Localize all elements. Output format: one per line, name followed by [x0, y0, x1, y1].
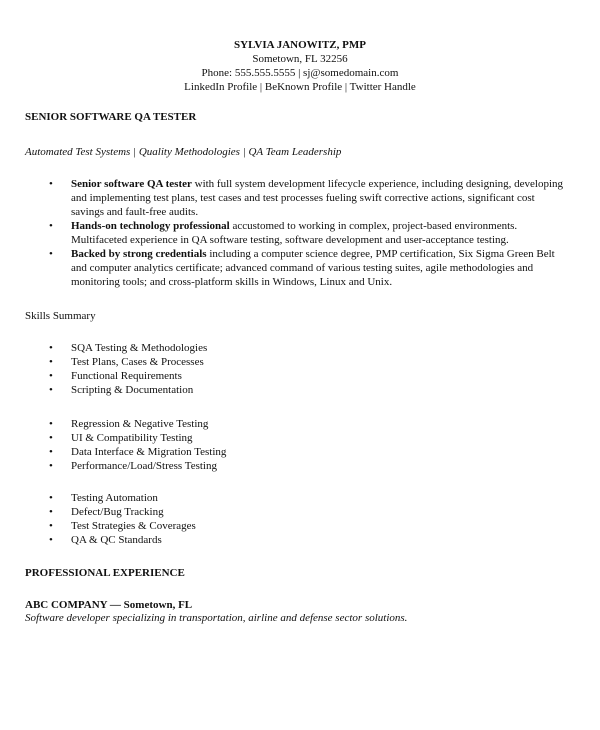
skills-heading: Skills Summary	[25, 310, 96, 322]
item-bold: Backed by strong credentials	[71, 248, 207, 260]
item-text: accustomed to working in complex, project-based environments. Multifaceted experience in QA software testing, software development and user-acceptance testing.	[71, 220, 518, 246]
item-text: with full system development lifecycle experience, including designing, developing and implementing test plans, test cases and test processes fueling swift corrective actions, significant cost savings and fault-free audits.	[71, 178, 564, 218]
summary-list	[25, 177, 570, 289]
list-item: • Scripting & Documentation	[25, 383, 570, 397]
item-bold: Senior software QA tester	[71, 178, 192, 190]
tagline: Automated Test Systems | Quality Methodologies | QA Team Leadership	[25, 146, 342, 158]
job-title: SENIOR SOFTWARE QA TESTER	[25, 111, 197, 123]
contact-header	[0, 38, 600, 94]
list-item: • QA & QC Standards	[25, 533, 570, 547]
item-text: including a computer science degree, PMP certification, Six Sigma Green Belt and computer analytics certificate; advanced command of various testing suites, agile methodologies and monitoring tools; and cross-platform skills in Windows, Linux and Unix.	[71, 248, 555, 288]
list-item: • Testing Automation	[25, 491, 570, 505]
profile-links: LinkedIn Profile | BeKnown Profile | Twitter Handle	[184, 81, 416, 93]
candidate-name: SYLVIA JANOWITZ, PMP	[234, 39, 366, 51]
company-description: Software developer specializing in transportation, airline and defense sector solutions.	[25, 612, 408, 624]
list-item: • Performance/Load/Stress Testing	[25, 459, 570, 473]
list-item	[25, 177, 570, 219]
list-item: • Test Strategies & Coverages	[25, 519, 570, 533]
list-item: • Data Interface & Migration Testing	[25, 445, 570, 459]
item-bold: Hands-on technology professional	[71, 220, 230, 232]
phone-email: Phone: 555.555.5555 | sj@somedomain.com	[201, 67, 399, 79]
list-item: • Functional Requirements	[25, 369, 570, 383]
experience-heading: PROFESSIONAL EXPERIENCE	[25, 567, 185, 579]
list-item	[25, 219, 570, 247]
skills-group-3	[25, 491, 570, 547]
list-item: • Test Plans, Cases & Processes	[25, 355, 570, 369]
list-item: • SQA Testing & Methodologies	[25, 341, 570, 355]
skills-group-2	[25, 417, 570, 473]
list-item: • UI & Compatibility Testing	[25, 431, 570, 445]
list-item: • Regression & Negative Testing	[25, 417, 570, 431]
skills-group-1	[25, 341, 570, 397]
list-item	[25, 247, 570, 289]
list-item: • Defect/Bug Tracking	[25, 505, 570, 519]
address: Sometown, FL 32256	[252, 53, 348, 65]
company-name: ABC COMPANY — Sometown, FL	[25, 599, 193, 611]
